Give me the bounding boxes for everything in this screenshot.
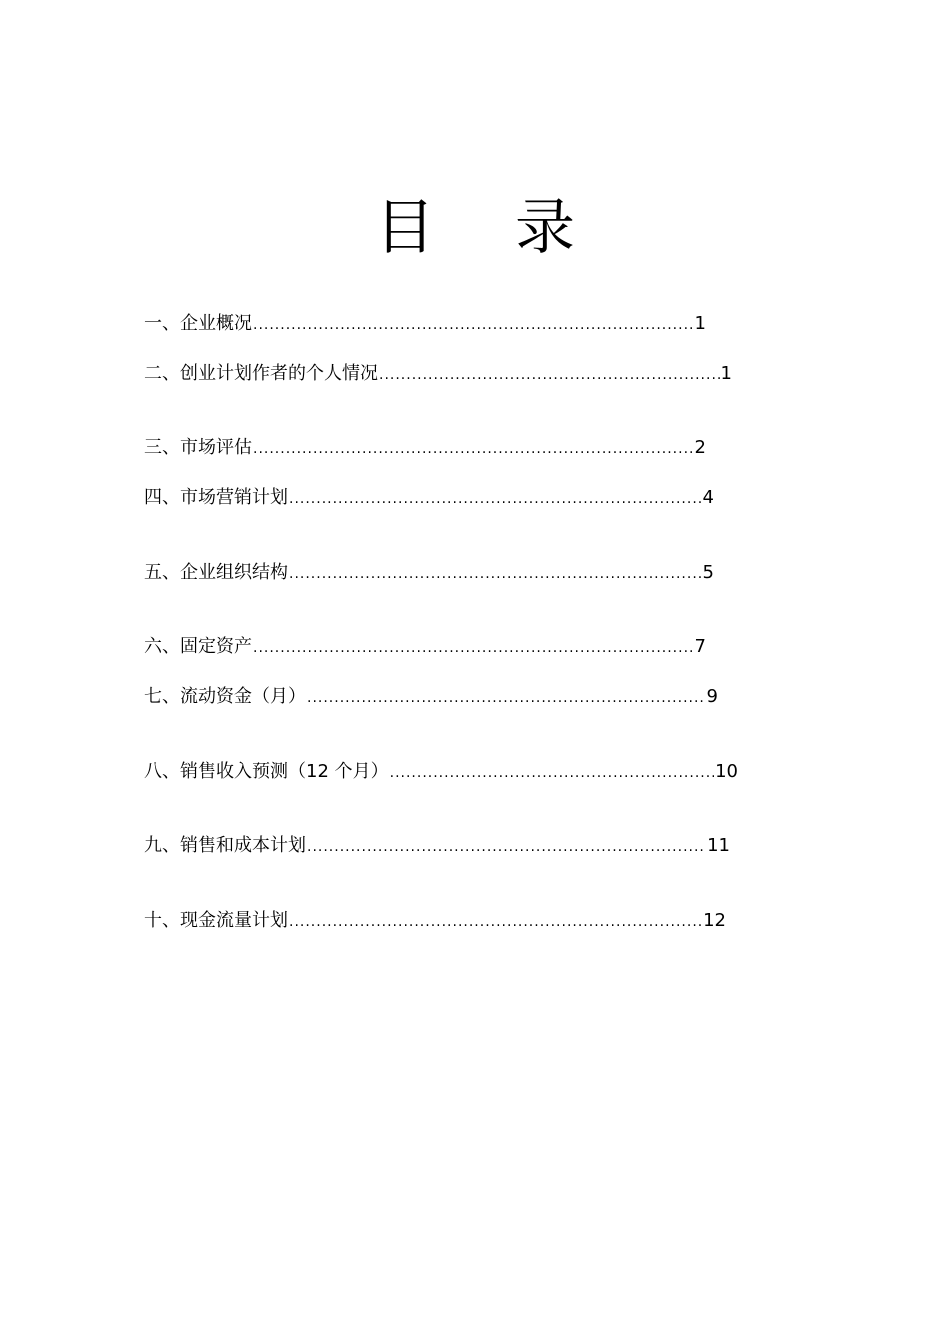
toc-entry-page: 7 [694,636,706,657]
toc-entry-label: 九、销售和成本计划 [144,835,306,856]
toc-entry-label: 六、固定资产 [144,636,252,657]
toc-entry-4[interactable] [144,485,714,511]
toc-entry-page: 12 [703,910,726,931]
toc-entry-label: 十、现金流量计划 [144,910,288,931]
toc-dot-leader [390,760,714,786]
toc-dot-leader [289,561,702,587]
toc-entry-6[interactable] [144,634,706,660]
toc-entry-page: 9 [706,686,718,707]
toc-entry-1[interactable] [144,311,706,337]
toc-dot-leader [289,909,702,935]
toc-dot-leader [307,834,706,860]
title-char-2: 录 [515,193,575,263]
toc-entry-page: 5 [702,562,714,583]
toc-dot-leader [289,486,702,512]
toc-entry-label: 二、创业计划作者的个人情况 [144,363,378,384]
toc-dot-leader [253,635,694,661]
toc-dot-leader [379,362,720,388]
toc-entry-label: 五、企业组织结构 [144,562,288,583]
toc-entry-7[interactable] [144,684,718,710]
toc-entry-page: 10 [715,761,738,782]
toc-dot-leader [307,685,706,711]
page-title [0,190,950,266]
toc-entry-8[interactable] [144,759,738,785]
toc-entry-page: 4 [702,487,714,508]
toc-entry-9[interactable] [144,833,730,859]
toc-entry-label: 一、企业概况 [144,313,252,334]
toc-entry-page: 11 [707,835,730,856]
toc-entry-label: 三、市场评估 [144,437,252,458]
toc-entry-label: 四、市场营销计划 [144,487,288,508]
toc-entry-10[interactable] [144,908,726,934]
toc-entry-label: 八、销售收入预测（12 个月） [144,761,389,782]
toc-entry-2[interactable] [144,361,732,387]
toc-entry-page: 1 [720,363,732,384]
toc-dot-leader [253,312,694,338]
title-char-1: 目 [375,193,435,263]
toc-entry-label: 七、流动资金（月） [144,686,306,707]
toc-entry-page: 2 [694,437,706,458]
toc-entry-page: 1 [694,313,706,334]
toc-entry-5[interactable] [144,560,714,586]
toc-dot-leader [253,436,694,462]
toc-entry-3[interactable] [144,435,706,461]
